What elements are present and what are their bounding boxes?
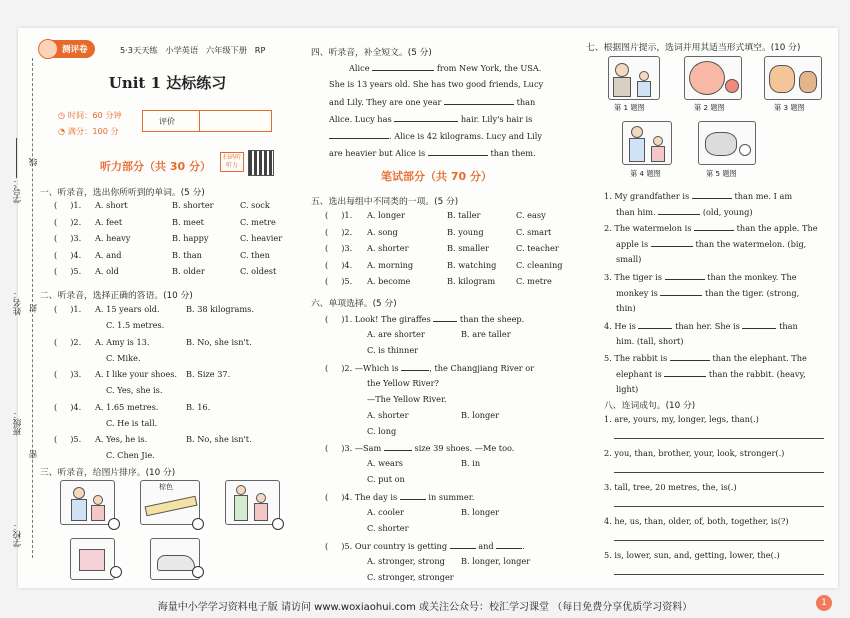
sec5-option-a: A. morning <box>367 259 414 270</box>
sec2-option-c: C. Yes, she is. <box>106 385 163 395</box>
picture-label-2: 第 2 题图 <box>694 103 725 112</box>
sec6-q5-b: B. longer, longer <box>461 556 531 566</box>
answer-blank[interactable] <box>433 313 457 322</box>
worksheet-page <box>13 28 838 588</box>
sec2-option-b: B. 16. <box>186 401 211 412</box>
answer-bracket[interactable]: ( <box>54 233 71 243</box>
answer-blank[interactable] <box>665 271 705 280</box>
answer-bracket[interactable]: ( <box>325 226 342 237</box>
page-number: 1 <box>816 595 832 611</box>
sec6-q5: ( )5. Our country is getting and . <box>325 541 525 551</box>
sec5-option-b: B. smaller <box>447 243 490 253</box>
passage-line-5: . Alice is 42 kilograms. Lucy and Lily <box>329 130 542 141</box>
sec1-option-b: B. happy <box>172 233 209 243</box>
answer-circle-3[interactable] <box>272 518 284 530</box>
sec8-answer-line[interactable] <box>614 506 824 507</box>
sec5-item: ( )3. <box>325 243 353 253</box>
answer-bracket[interactable]: ( <box>54 266 71 276</box>
sec2-option-a: A. Yes, he is. <box>95 434 148 444</box>
sec6-q1-b: B. are taller <box>461 329 511 339</box>
answer-blank[interactable] <box>664 368 706 377</box>
answer-bracket[interactable]: ( <box>325 492 342 502</box>
section4-title: 四、听录音，补全短文。(5 分) <box>311 48 432 58</box>
sec5-item: ( )2. <box>325 226 353 237</box>
sec5-option-c: C. smart <box>516 226 552 237</box>
sec7-item-l2: apple is than the watermelon. (big, <box>616 239 807 249</box>
passage-blank-4[interactable] <box>329 130 389 139</box>
badge-text: 测评卷 <box>62 45 88 55</box>
answer-bracket[interactable]: ( <box>325 443 342 453</box>
margin-class-label: 班级： <box>13 410 23 436</box>
section7-title: 七、根据图片提示，选词并用其适当形式填空。(10 分) <box>586 43 801 53</box>
answer-blank[interactable] <box>742 320 776 329</box>
sec6-q4-a: A. cooler <box>367 507 404 517</box>
score-label: ◔ 满分：100 分 <box>58 126 119 136</box>
sec1-option-a: A. feet <box>95 216 123 227</box>
answer-circle-1[interactable] <box>108 518 120 530</box>
writing-title: 笔试部分（共 70 分） <box>381 170 492 183</box>
answer-bracket[interactable]: ( <box>54 200 71 210</box>
sec6-q2-l3: —The Yellow River. <box>367 394 447 404</box>
sec2-option-a: A. Amy is 13. <box>95 336 150 347</box>
answer-bracket[interactable]: ( <box>325 314 342 324</box>
answer-bracket[interactable]: ( <box>54 401 71 412</box>
sec7-item: 1. My grandfather is than me. I am <box>604 191 793 201</box>
answer-blank[interactable] <box>670 352 710 361</box>
section8-title: 八、连词成句。(10 分) <box>604 401 696 411</box>
header-badge <box>40 40 95 58</box>
margin-seal-label: 密 <box>29 450 39 459</box>
picture-tiger-monkey <box>764 56 822 100</box>
section1-title: 一、听录音，选出你所听到的单词。(5 分) <box>40 188 205 198</box>
answer-bracket[interactable]: ( <box>325 363 342 373</box>
sec6-q4-b: B. longer <box>461 507 500 517</box>
section2-title: 二、听录音，选择正确的答语。(10 分) <box>40 291 193 301</box>
sec5-option-c: C. cleaning <box>516 259 563 270</box>
answer-bracket[interactable]: ( <box>54 369 71 379</box>
sec5-option-a: A. shorter <box>367 243 409 253</box>
listening-title: 听力部分（共 30 分） <box>100 160 211 173</box>
sec2-item: ( )1. <box>54 304 82 314</box>
sec6-q4: ( )4. The day is in summer. <box>325 492 475 502</box>
sec7-item-l3: small) <box>616 254 642 264</box>
picture-label-4: 第 4 题图 <box>630 169 661 178</box>
answer-bracket[interactable]: ( <box>325 541 342 551</box>
answer-blank[interactable] <box>694 222 734 231</box>
sec2-option-c: C. He is tall. <box>106 417 158 428</box>
sec7-item-l2: than him. (old, young) <box>616 207 753 217</box>
sec2-option-c: C. Chen Jie. <box>106 450 155 460</box>
picture-ruler <box>140 480 200 525</box>
sec8-item: 5. is, lower, sun, and, getting, lower, the(.) <box>604 550 780 560</box>
answer-blank[interactable] <box>384 442 412 451</box>
picture-elephant-rabbit <box>698 121 756 165</box>
sec5-option-a: A. become <box>367 276 411 286</box>
sec1-option-c: C. heavier <box>240 233 283 243</box>
sec2-option-b: B. 38 kilograms. <box>186 304 254 314</box>
footer-text: 海量中小学学习资料电子版 请访问 www.woxiaohui.com 或关注公众号：校汇学习课堂 （每日免费分享优质学习资料） <box>157 602 693 613</box>
sec7-item: 5. The rabbit is than the elephant. The <box>604 353 807 363</box>
picture-label-3: 第 3 题图 <box>774 103 805 112</box>
sec8-item: 1. are, yours, my, longer, legs, than(.) <box>604 414 759 424</box>
sec1-item: ( )3. <box>54 233 82 243</box>
sec2-item: ( )3. <box>54 369 82 379</box>
answer-circle-4[interactable] <box>110 566 122 578</box>
sec2-item: ( )4. <box>54 401 82 412</box>
passage-blank-3[interactable] <box>394 113 458 122</box>
sec1-item: ( )5. <box>54 266 82 276</box>
sec8-item: 4. he, us, than, older, of, both, together, is(?) <box>604 516 789 526</box>
sec6-q1-c: C. is thinner <box>367 345 419 355</box>
sec6-q2-b: B. longer <box>461 410 500 420</box>
answer-circle-2[interactable] <box>192 518 204 530</box>
sec6-q3: ( )3. —Sam size 39 shoes. —Me too. <box>325 443 515 453</box>
sec7-item: 3. The tiger is than the monkey. The <box>604 272 797 282</box>
sec1-item: ( )1. <box>54 200 82 210</box>
qr-code-icon[interactable] <box>248 150 274 176</box>
answer-blank[interactable] <box>401 362 429 371</box>
picture-boy-girl <box>60 480 115 525</box>
sec6-q3-a: A. wears <box>367 458 403 468</box>
sec2-option-b: B. Size 37. <box>186 369 231 379</box>
sec5-option-b: B. watching <box>447 259 497 270</box>
sec1-item: ( )2. <box>54 216 82 227</box>
answer-bracket[interactable]: ( <box>54 304 71 314</box>
picture-box <box>70 538 115 580</box>
sec1-option-c: C. oldest <box>240 266 277 276</box>
answer-bracket[interactable]: ( <box>325 210 342 220</box>
sec1-item: ( )4. <box>54 249 82 260</box>
picture-label-1: 第 1 题图 <box>614 103 645 112</box>
answer-bracket[interactable]: ( <box>54 434 71 444</box>
qr-caption: 扫码听听力 <box>220 152 244 172</box>
sec2-option-b: B. No, she isn't. <box>186 434 252 444</box>
picture-ruler-label: 棕色 <box>159 483 173 491</box>
sec7-item-l2: him. (tall, short) <box>616 336 684 346</box>
sec1-option-a: A. heavy <box>95 233 131 243</box>
sec5-option-c: C. metre <box>516 276 552 286</box>
answer-blank[interactable] <box>651 238 693 247</box>
column-left <box>40 28 295 588</box>
sec6-q4-c: C. shorter <box>367 523 409 533</box>
sec5-option-a: A. song <box>367 226 398 237</box>
sec2-option-a: A. 15 years old. <box>95 304 160 314</box>
passage-blank-5[interactable] <box>428 147 488 156</box>
sec5-option-c: C. teacher <box>516 243 559 253</box>
answer-blank[interactable] <box>638 320 672 329</box>
sec2-option-a: A. I like your shoes. <box>95 369 177 379</box>
sec5-item: ( )5. <box>325 276 353 286</box>
sec8-answer-line[interactable] <box>614 540 824 541</box>
sec5-option-a: A. longer <box>367 210 405 220</box>
column-right <box>586 28 831 588</box>
sec1-option-a: A. old <box>95 266 119 276</box>
section6-title: 六、单项选择。(5 分) <box>311 299 397 309</box>
sec2-option-b: B. No, she isn't. <box>186 336 252 347</box>
answer-blank[interactable] <box>400 491 426 500</box>
margin-id-label: 学号： <box>13 178 23 204</box>
sec8-answer-line[interactable] <box>614 472 824 473</box>
sec6-q3-c: C. put on <box>367 474 405 484</box>
sec8-item: 3. tall, tree, 20 metres, the, is(.) <box>604 482 737 492</box>
passage-line-3: and Lily. They are one year than <box>329 97 536 107</box>
sec1-option-a: A. and <box>95 249 122 260</box>
sec1-option-c: C. metre <box>240 216 276 227</box>
answer-blank[interactable] <box>450 540 476 549</box>
passage-line-1: Alice from New York, the USA. <box>349 63 542 73</box>
sec2-item: ( )5. <box>54 434 82 444</box>
answer-bracket[interactable]: ( <box>54 249 71 260</box>
picture-grandpa-boy <box>608 56 660 100</box>
sec5-option-b: B. young <box>447 226 484 237</box>
sec7-item-l3: light) <box>616 384 639 394</box>
sec1-option-b: B. meet <box>172 216 204 227</box>
header-series: 5·3天天练 小学英语 六年级下册 RP <box>120 45 266 55</box>
sec1-option-b: B. shorter <box>172 200 214 210</box>
sec7-item: 4. He is than her. She is than <box>604 321 798 331</box>
sec2-option-a: A. 1.65 metres. <box>95 401 159 412</box>
passage-blank-2[interactable] <box>444 96 514 105</box>
sec1-option-c: C. sock <box>240 200 270 210</box>
sec5-option-b: B. kilogram <box>447 276 496 286</box>
answer-bracket[interactable]: ( <box>325 276 342 286</box>
sec6-q2-l2: the Yellow River? <box>367 378 439 388</box>
margin-id-line <box>16 138 17 178</box>
answer-blank[interactable] <box>496 540 522 549</box>
answer-blank[interactable] <box>658 206 700 215</box>
answer-bracket[interactable]: ( <box>54 336 71 347</box>
sec1-option-b: B. than <box>172 249 202 260</box>
passage-line-6: are heavier but Alice is than them. <box>329 148 536 158</box>
sec6-q2-c: C. long <box>367 426 397 436</box>
sec2-option-c: C. 1.5 metres. <box>106 320 165 330</box>
answer-bracket[interactable]: ( <box>325 259 342 270</box>
sec2-item: ( )2. <box>54 336 82 347</box>
passage-line-2: She is 13 years old. She has two good friends, Lucy <box>329 79 544 89</box>
passage-line-4: Alice. Lucy has hair. Lily's hair is <box>329 114 533 124</box>
sec1-option-a: A. short <box>95 200 128 210</box>
answer-blank[interactable] <box>660 287 702 296</box>
sec6-q5-c: C. stronger, stronger <box>367 572 454 582</box>
margin-school-label: 学校： <box>13 522 23 548</box>
margin-name-label: 姓名： <box>13 290 23 316</box>
sec5-item: ( )1. <box>325 210 353 220</box>
picture-label-5: 第 5 题图 <box>706 169 737 178</box>
sec5-option-c: C. easy <box>516 210 546 220</box>
margin-fold-label: 封 <box>29 304 39 313</box>
sec2-option-c: C. Mike. <box>106 352 141 363</box>
sec6-q5-a: A. stronger, strong <box>367 556 445 566</box>
answer-circle-5[interactable] <box>192 566 204 578</box>
answer-blank[interactable] <box>692 190 732 199</box>
section5-title: 五、选出每组中不同类的一项。(5 分) <box>311 197 459 207</box>
sec6-q2-a: A. shorter <box>367 410 409 420</box>
time-label: ◷ 时间：60 分钟 <box>58 110 122 120</box>
sec5-option-b: B. taller <box>447 210 481 220</box>
sec5-item: ( )4. <box>325 259 353 270</box>
sec6-q1-a: A. are shorter <box>367 329 425 339</box>
sec6-q1: ( )1. Look! The giraffes than the sheep. <box>325 314 525 324</box>
sec1-option-b: B. older <box>172 266 205 276</box>
picture-watermelon-apple <box>684 56 742 100</box>
answer-bracket[interactable]: ( <box>325 243 342 253</box>
badge-face-icon <box>38 39 58 59</box>
margin-cut-label: 线 <box>29 158 39 167</box>
answer-bracket[interactable]: ( <box>54 216 71 227</box>
review-label: 评价 <box>159 117 175 126</box>
sec7-item: 2. The watermelon is than the apple. The <box>604 223 818 233</box>
sec7-item-l2: elephant is than the rabbit. (heavy, <box>616 369 806 379</box>
sec7-item-l2: monkey is than the tiger. (strong, <box>616 288 800 298</box>
page-title: Unit 1 达标练习 <box>108 74 227 92</box>
picture-two-kids <box>225 480 280 525</box>
sec8-answer-line[interactable] <box>614 438 824 439</box>
passage-blank-1[interactable] <box>372 62 434 71</box>
sec8-item: 2. you, than, brother, your, look, stronger(.) <box>604 448 785 458</box>
sec7-item-l3: thin) <box>616 303 636 313</box>
sec6-q3-b: B. in <box>461 458 481 468</box>
sec6-q2: ( )2. —Which is , the Changjiang River or <box>325 363 535 373</box>
sec8-answer-line[interactable] <box>614 574 824 575</box>
section3-title: 三、听录音，给图片排序。(10 分) <box>40 468 176 478</box>
review-box <box>142 110 272 132</box>
sec1-option-c: C. then <box>240 249 270 260</box>
picture-boy-girl-height <box>622 121 672 165</box>
column-middle <box>311 28 573 588</box>
